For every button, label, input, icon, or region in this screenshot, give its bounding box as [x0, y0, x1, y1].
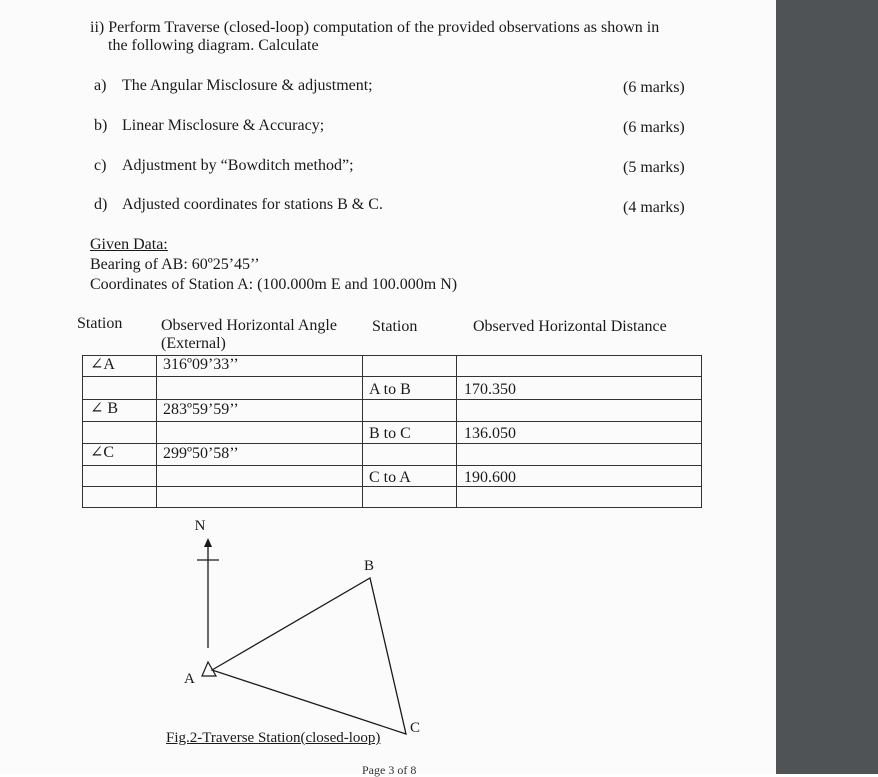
station-b-label: B [364, 558, 375, 574]
distance-line-ca: C to A [369, 469, 411, 486]
distance-line-bc: B to C [369, 425, 411, 442]
angle-value-b: 283º59’59’’ [163, 401, 239, 418]
north-arrow-icon [204, 538, 212, 547]
given-coordinates: Coordinates of Station A: (100.000m E and 100.000m N) [90, 276, 458, 293]
header-distance: Observed Horizontal Distance [473, 318, 667, 335]
header-station-line: Station [372, 318, 418, 335]
angle-value-c: 299º50’58’’ [163, 445, 239, 462]
question-intro-line2: the following diagram. Calculate [108, 37, 319, 54]
traverse-triangle [212, 578, 406, 734]
part-b-label: b) [94, 117, 108, 134]
viewer-background-panel [776, 0, 878, 774]
north-label: N [194, 518, 206, 534]
page-footer: Page 3 of 8 [362, 763, 417, 777]
part-a-label: a) [94, 77, 107, 94]
distance-line-ab: A to B [369, 381, 411, 398]
angle-value-a: 316º09’33’’ [163, 356, 239, 373]
question-intro-line1: ii) Perform Traverse (closed-loop) computation of the provided observations as shown in [90, 19, 660, 36]
header-angle: Observed Horizontal Angle [161, 317, 337, 334]
part-d-marks: (4 marks) [623, 199, 685, 216]
header-station: Station [77, 315, 123, 332]
part-d-text: Adjusted coordinates for stations B & C. [122, 196, 383, 213]
part-d-label: d) [94, 196, 108, 213]
distance-value-ca: 190.600 [464, 469, 516, 486]
angle-station-b: ∠ B [90, 400, 119, 417]
angle-station-a: ∠A [90, 356, 115, 373]
part-a-text: The Angular Misclosure & adjustment; [122, 77, 373, 94]
station-c-label: C [410, 720, 421, 736]
part-b-marks: (6 marks) [623, 119, 685, 136]
distance-value-ab: 170.350 [464, 381, 516, 398]
traverse-diagram [150, 510, 450, 740]
header-angle-external: (External) [161, 335, 226, 352]
part-b-text: Linear Misclosure & Accuracy; [122, 117, 325, 134]
angle-station-c: ∠C [90, 444, 115, 461]
part-c-label: c) [94, 157, 107, 174]
part-a-marks: (6 marks) [623, 79, 685, 96]
given-data-heading: Given Data: [90, 236, 168, 253]
observations-table [82, 355, 702, 508]
station-a-label: A [184, 671, 195, 687]
part-c-text: Adjustment by “Bowditch method”; [122, 157, 354, 174]
given-bearing: Bearing of AB: 60º25’45’’ [90, 256, 260, 273]
figure-caption: Fig.2-Traverse Station(closed-loop) [166, 730, 381, 746]
distance-value-bc: 136.050 [464, 425, 516, 442]
part-c-marks: (5 marks) [623, 159, 685, 176]
